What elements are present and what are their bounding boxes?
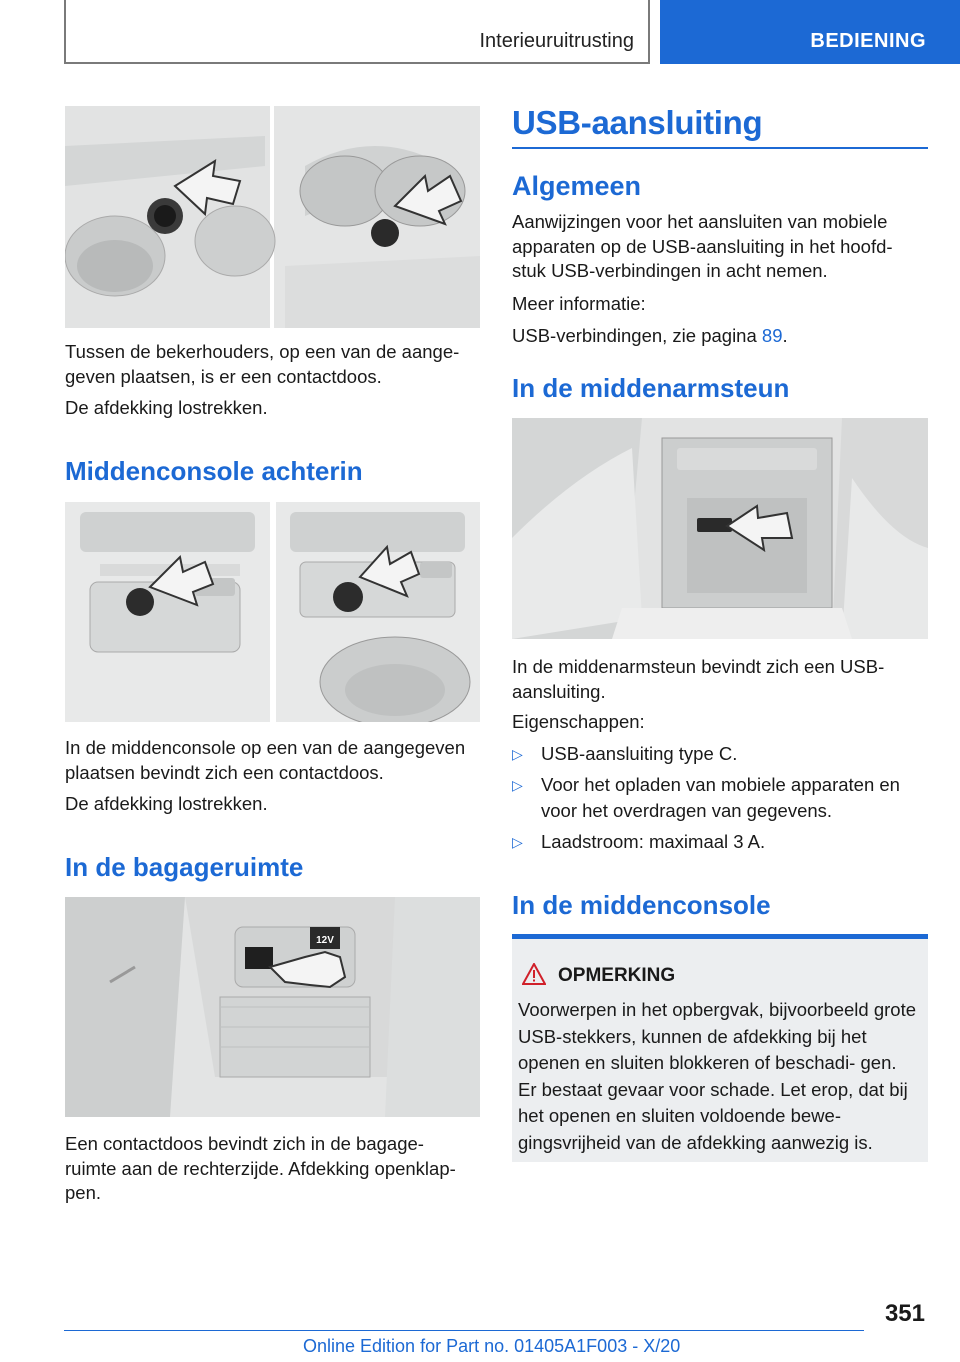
- reference-end: .: [782, 325, 788, 346]
- rear-console-socket-image: [65, 502, 480, 722]
- luggage-heading: In de bagageruimte: [65, 852, 304, 882]
- general-text: Aanwijzingen voor het aansluiten van mobiele apparaten op de USB-aansluiting in het hoofd- stuk USB-verbindingen in acht nemen.: [512, 211, 893, 281]
- socket-12v-label: 12V: [316, 935, 334, 946]
- usb-title: USB-aansluiting: [512, 104, 763, 141]
- header-tab-chapter[interactable]: [660, 0, 960, 64]
- property-text: USB-aansluiting type C.: [541, 743, 738, 764]
- cupholder-socket-image: [65, 106, 480, 328]
- property-item: [512, 772, 928, 826]
- title-rule: [512, 147, 928, 149]
- property-text: Voor het opladen van mobiele apparaten en voor het overdragen van gegevens.: [541, 774, 900, 821]
- rear-console-action: De afdekking lostrekken.: [65, 793, 268, 814]
- reference-text: USB-verbindingen, zie pagina: [512, 325, 762, 346]
- cupholder-action: De afdekking lostrekken.: [65, 397, 268, 418]
- luggage-caption: Een contactdoos bevindt zich in de bagage- ruimte aan de rechterzijde. Afdekking openklap- pen.: [65, 1133, 456, 1203]
- chapter-label[interactable]: BEDIENING: [810, 30, 926, 52]
- property-item: [512, 741, 928, 769]
- bullet-triangle-icon: ▷: [512, 834, 523, 850]
- cupholder-caption: Tussen de bekerhouders, op een van de aange- geven plaatsen, is er een contactdoos.: [65, 341, 460, 387]
- header-tab-section: [64, 0, 650, 64]
- armrest-text: In de middenarmsteun bevindt zich een USB- aansluiting.: [512, 656, 885, 702]
- note-title: OPMERKING: [558, 965, 676, 986]
- console-heading: In de middenconsole: [512, 890, 771, 920]
- bullet-triangle-icon: ▷: [512, 777, 523, 793]
- warning-triangle-icon: [522, 963, 546, 985]
- more-info-label: Meer informatie:: [512, 293, 646, 314]
- page-number: 351: [884, 1300, 925, 1327]
- rear-console-heading: Middenconsole achterin: [65, 456, 363, 486]
- property-text: Laadstroom: maximaal 3 A.: [541, 831, 766, 852]
- note-text: Voorwerpen in het opbergvak, bijvoorbeeld grote USB-stekkers, kunnen de afdekking bij het openen en sluiten blokkeren of beschadi- gen. Er bestaat gevaar voor schade. Let erop, dat bij het openen en sluiten voldoende bewe- gingsvrijheid van de afdekking aanwezig is.: [518, 999, 917, 1153]
- note-box: [512, 934, 928, 1162]
- bullet-triangle-icon: ▷: [512, 746, 523, 762]
- footer-rule: [64, 1330, 864, 1331]
- general-heading: Algemeen: [512, 171, 642, 201]
- section-title: Interieuruitrusting: [479, 30, 634, 52]
- luggage-socket-image: [65, 897, 480, 1117]
- reference-page-link[interactable]: 89: [761, 325, 783, 346]
- property-item: [512, 829, 928, 857]
- properties-label: Eigenschappen:: [512, 711, 645, 732]
- footer-edition: Online Edition for Part no. 01405A1F003 - X/20: [303, 1336, 681, 1356]
- usb-reference: [512, 324, 928, 349]
- armrest-usb-image: [512, 418, 928, 639]
- armrest-heading: In de middenarmsteun: [512, 373, 790, 403]
- rear-console-caption: In de middenconsole op een van de aangegeven plaatsen bevindt zich een contactdoos.: [65, 737, 466, 783]
